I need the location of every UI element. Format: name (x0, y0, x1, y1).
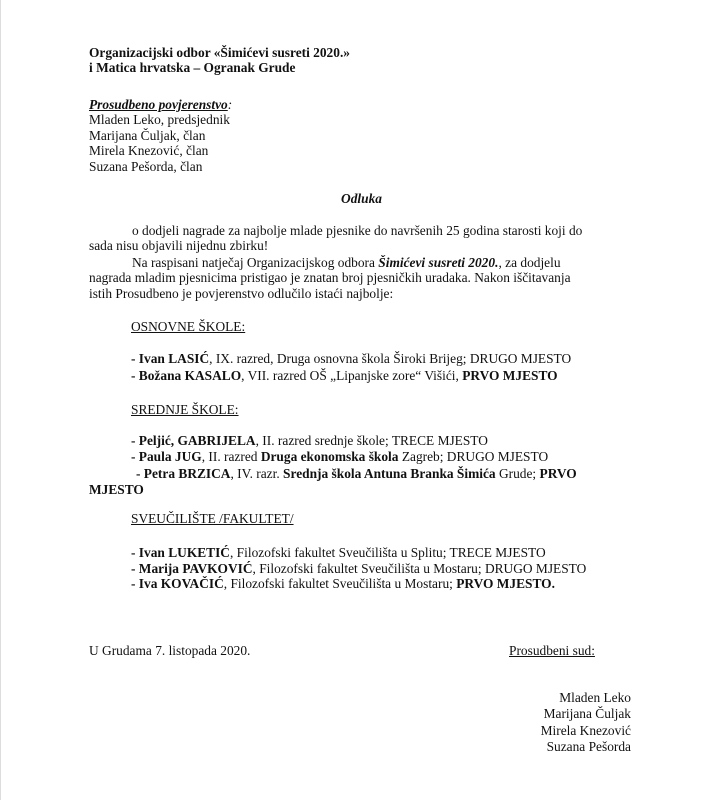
awardee-name: LASIĆ (168, 351, 210, 367)
award-row-wrapped: - Petra BRZICA, IV. razr. Srednja škola Antuna Branka Šimića Grude; PRVO MJESTO (89, 467, 632, 497)
signature-block (431, 691, 631, 754)
signature-name: Suzana Pešorda (546, 739, 631, 755)
awardee-name: - Peljić, GABRIJELA (131, 433, 256, 449)
committee-member: Suzana Pešorda, član (89, 158, 203, 174)
awardee-name: LUKETIĆ (168, 545, 230, 561)
header-line-2: i Matica hrvatska – Ogranak Grude (89, 60, 296, 76)
award-row: - Paula JUG, II. razred Druga ekonomska škola Zagreb; DRUGO MJESTO (131, 448, 549, 464)
awardee-name: JUG (174, 448, 202, 464)
decision-paragraph (89, 256, 634, 300)
award-row: - Ivan LUKETIĆ, Filozofski fakultet Sveučilišta u Splitu; TRECE MJESTO (131, 545, 546, 561)
committee-title: Prosudbeno povjerenstvo (89, 97, 228, 112)
section-osnovne (131, 320, 676, 382)
intro-line-2: sada nisu objavili nijednu zbirku! (89, 238, 269, 254)
award-place: PRVO (539, 466, 577, 481)
paragraph-pre: Na raspisani natječaj Organizacijskog odbora (132, 255, 379, 270)
award-row: - Božana KASALO, VII. razred OŠ „Lipanjske zore“ Višići, PRVO MJESTO (131, 367, 558, 383)
school-name: Srednja škola Antuna Branka Šimića (283, 466, 496, 481)
award-row: - Peljić, GABRIJELA, II. razred srednje škole; TRECE MJESTO (131, 433, 488, 449)
awardee-name: PAVKOVIĆ (182, 560, 253, 576)
section-sveuciliste (131, 512, 676, 591)
footer-place-date: U Grudama 7. listopada 2020. (89, 643, 251, 658)
event-name: Šimićevi susreti 2020. (378, 255, 499, 270)
intro-line-1: o dodjeli nagrade za najbolje mlade pjesnike do navršenih 25 godina starosti koji do (132, 223, 583, 238)
section-title: SREDNJE ŠKOLE: (131, 402, 239, 417)
section-srednje (131, 403, 676, 463)
award-place-continued: MJESTO (89, 482, 144, 498)
decision-intro (89, 224, 634, 253)
award-place: PRVO MJESTO (462, 367, 558, 383)
committee-member: Marijana Čuljak, član (89, 127, 206, 143)
committee-member: Mirela Knezović, član (89, 143, 209, 159)
award-row: - Iva KOVAČIĆ, Filozofski fakultet Sveučilišta u Mostaru; PRVO MJESTO. (131, 576, 555, 592)
section-title: OSNOVNE ŠKOLE: (131, 319, 246, 334)
awardee-name: KOVAČIĆ (160, 576, 224, 592)
signature-name: Mladen Leko (559, 690, 631, 705)
awardee-name: KASALO (184, 367, 242, 383)
awardee-name: BRZICA (178, 466, 231, 481)
award-row: - Ivan LASIĆ, IX. razred, Druga osnovna škola Široki Brijeg; DRUGO MJESTO (131, 351, 572, 367)
header-line-1: Organizacijski odbor «Šimićevi susreti 2020.» (89, 45, 350, 60)
award-place: PRVO MJESTO. (456, 576, 555, 592)
paragraph-post: , za dodjelu (498, 255, 561, 270)
paragraph-line-3: istih Prosudbeno je povjerenstvo odlučilo istaći najbolje: (89, 285, 394, 301)
document-header (89, 46, 634, 75)
section-title: SVEUČILIŠTE /FAKULTET/ (131, 511, 294, 526)
committee-block: Prosudbeno povjerenstvo: Mladen Leko, predsjednik Marijana Čuljak, član Mirela Knezović, član Suzana Pešorda, član (89, 98, 634, 173)
award-row: - Marija PAVKOVIĆ, Filozofski fakultet Sveučilišta u Mostaru; DRUGO MJESTO (131, 560, 587, 576)
signature-name: Marijana Čuljak (543, 706, 631, 722)
jury-label: Prosudbeni sud: (509, 643, 595, 658)
decision-title: Odluka (341, 191, 382, 206)
signature-name: Mirela Knezović (540, 722, 631, 738)
committee-member: Mladen Leko, predsjednik (89, 112, 230, 128)
paragraph-line-2: nagrada mladim pjesnicima pristigao je znatan broj pjesničkih uradaka. Nakon iščitavanja (89, 270, 571, 286)
school-name: Druga ekonomska škola (260, 448, 399, 464)
